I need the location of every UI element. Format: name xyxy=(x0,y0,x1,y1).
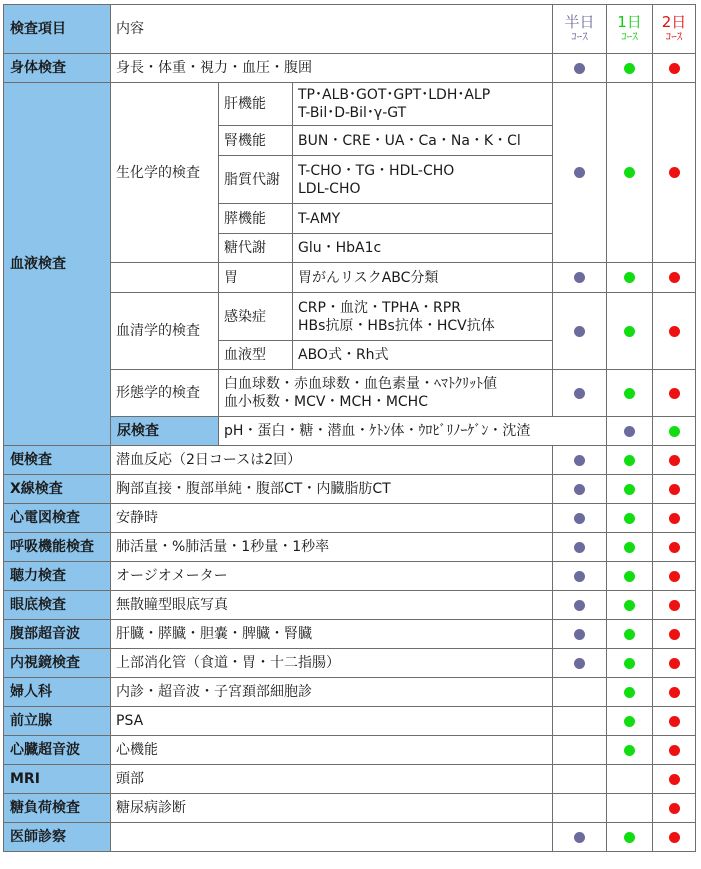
row-content: オージオメーター xyxy=(111,562,553,591)
one-day-dot xyxy=(624,272,635,283)
one-day-dot xyxy=(624,600,635,611)
two-day-dot xyxy=(669,484,680,495)
sub-category: 形態学的検査 xyxy=(111,370,219,417)
one-day-cell xyxy=(607,83,653,263)
half-day-cell xyxy=(553,562,607,591)
table-row xyxy=(4,707,696,736)
test-name: 脂質代謝 xyxy=(219,156,293,204)
half-day-cell xyxy=(553,504,607,533)
header-content: 内容 xyxy=(111,5,553,54)
half-day-dot xyxy=(574,629,585,640)
two-day-dot xyxy=(669,513,680,524)
half-day-dot xyxy=(574,571,585,582)
one-day-cell xyxy=(607,823,653,852)
table-row xyxy=(4,736,696,765)
two-day-dot xyxy=(669,600,680,611)
one-day-dot xyxy=(624,513,635,524)
row-content: 無散瞳型眼底写真 xyxy=(111,591,553,620)
half-day-cell xyxy=(553,649,607,678)
content-line: T-Bil･D-Bil･γ-GT xyxy=(298,105,407,121)
test-name: 血液型 xyxy=(219,341,293,370)
table-row xyxy=(4,765,696,794)
row-category: 医師診察 xyxy=(4,823,111,852)
row-category: 眼底検査 xyxy=(4,591,111,620)
two-day-dot xyxy=(669,542,680,553)
half-day-dot xyxy=(574,455,585,466)
test-name: 肝機能 xyxy=(219,83,293,126)
one-day-cell xyxy=(607,649,653,678)
one-day-cell xyxy=(607,765,653,794)
row-content xyxy=(293,83,553,126)
one-day-cell xyxy=(607,475,653,504)
two-day-dot xyxy=(669,326,680,337)
row-content: BUN・CRE・UA・Ca・Na・K・Cl xyxy=(293,126,553,156)
half-day-cell xyxy=(553,707,607,736)
row-category: 心臓超音波 xyxy=(4,736,111,765)
one-day-cell xyxy=(607,678,653,707)
table-row xyxy=(4,475,696,504)
header-two-day xyxy=(653,5,696,54)
two-day-cell xyxy=(653,620,696,649)
content-line: 白血球数・赤血球数・血色素量・ﾍﾏﾄｸﾘｯﾄ値 xyxy=(224,376,497,392)
two-day-dot xyxy=(669,167,680,178)
table-row xyxy=(4,54,696,83)
content-line: LDL-CHO xyxy=(298,180,361,197)
one-day-cell xyxy=(607,533,653,562)
row-content: 心機能 xyxy=(111,736,553,765)
two-day-cell xyxy=(653,765,696,794)
one-day-cell xyxy=(607,562,653,591)
half-day-label: 半日 xyxy=(564,13,595,31)
two-day-cell xyxy=(653,707,696,736)
half-day-dot xyxy=(574,484,585,495)
one-day-cell xyxy=(607,54,653,83)
one-day-dot xyxy=(624,571,635,582)
one-day-dot xyxy=(624,63,635,74)
row-category: 尿検査 xyxy=(111,417,219,446)
row-content: 胸部直接・腹部単純・腹部CT・内臓脂肪CT xyxy=(111,475,553,504)
half-day-dot xyxy=(574,326,585,337)
row-content: 潜血反応（2日コースは2回） xyxy=(111,446,553,475)
table-row xyxy=(4,533,696,562)
two-day-cell xyxy=(653,736,696,765)
half-day-dot xyxy=(574,658,585,669)
two-day-cell xyxy=(653,562,696,591)
two-day-cell xyxy=(653,54,696,83)
one-day-dot xyxy=(624,167,635,178)
one-day-dot xyxy=(624,388,635,399)
two-day-dot xyxy=(669,716,680,727)
table-row xyxy=(4,504,696,533)
row-content: 胃がんリスクABC分類 xyxy=(293,263,553,293)
row-category: 心電図検査 xyxy=(4,504,111,533)
row-content xyxy=(219,370,553,417)
row-category: 血液検査 xyxy=(4,83,111,446)
table-row xyxy=(4,649,696,678)
row-content: PSA xyxy=(111,707,553,736)
row-content: pH・蛋白・糖・潜血・ｹﾄﾝ体・ｳﾛﾋﾞﾘﾉｰｹﾞﾝ・沈渣 xyxy=(219,417,607,446)
two-day-cell xyxy=(653,591,696,620)
half-day-cell xyxy=(553,823,607,852)
row-category: 糖負荷検査 xyxy=(4,794,111,823)
half-day-cell xyxy=(553,736,607,765)
half-day-dot xyxy=(624,426,635,437)
row-category: 内視鏡検査 xyxy=(4,649,111,678)
one-day-cell xyxy=(607,504,653,533)
row-content: 頭部 xyxy=(111,765,553,794)
one-day-cell xyxy=(607,707,653,736)
row-content: 肝臓・膵臓・胆嚢・脾臓・腎臓 xyxy=(111,620,553,649)
half-day-cell xyxy=(553,620,607,649)
row-category: X線検査 xyxy=(4,475,111,504)
sub-category: 血清学的検査 xyxy=(111,293,219,370)
one-day-dot xyxy=(624,658,635,669)
table-row xyxy=(4,591,696,620)
test-name: 糖代謝 xyxy=(219,234,293,263)
half-day-dot xyxy=(574,513,585,524)
table-row xyxy=(4,620,696,649)
half-day-dot xyxy=(574,63,585,74)
one-day-cell xyxy=(607,736,653,765)
row-category: 聴力検査 xyxy=(4,562,111,591)
two-day-cell xyxy=(653,533,696,562)
two-day-dot xyxy=(669,687,680,698)
half-day-cell xyxy=(553,794,607,823)
row-category: 便検査 xyxy=(4,446,111,475)
row-category: 前立腺 xyxy=(4,707,111,736)
table-row xyxy=(4,794,696,823)
row-category: 呼吸機能検査 xyxy=(4,533,111,562)
half-day-cell xyxy=(553,446,607,475)
row-content: 身長・体重・視力・血圧・腹囲 xyxy=(111,54,553,83)
two-day-label: 2日 xyxy=(661,13,687,31)
row-content: ABO式・Rh式 xyxy=(293,341,553,370)
two-day-dot xyxy=(669,629,680,640)
two-day-cell xyxy=(653,649,696,678)
one-day-dot xyxy=(624,326,635,337)
row-category: 身体検査 xyxy=(4,54,111,83)
half-day-dot xyxy=(574,388,585,399)
two-day-cell xyxy=(653,504,696,533)
one-day-cell xyxy=(607,293,653,370)
half-day-cell xyxy=(553,370,607,417)
half-day-dot xyxy=(574,600,585,611)
two-day-dot xyxy=(669,745,680,756)
test-name: 感染症 xyxy=(219,293,293,341)
two-day-dot xyxy=(669,658,680,669)
one-day-dot xyxy=(624,832,635,843)
test-name: 腎機能 xyxy=(219,126,293,156)
half-day-dot xyxy=(574,167,585,178)
two-day-cell xyxy=(653,446,696,475)
table-row xyxy=(4,678,696,707)
table-row xyxy=(4,562,696,591)
content-line: HBs抗原・HBs抗体・HCV抗体 xyxy=(298,317,495,334)
header-one-day xyxy=(607,5,653,54)
two-day-dot xyxy=(669,832,680,843)
one-day-dot xyxy=(624,484,635,495)
test-name: 膵機能 xyxy=(219,204,293,234)
half-day-dot xyxy=(574,272,585,283)
one-day-dot xyxy=(624,716,635,727)
table-row xyxy=(4,83,696,126)
one-day-dot xyxy=(624,745,635,756)
one-day-cell xyxy=(653,417,696,446)
row-content xyxy=(111,823,553,852)
row-content xyxy=(293,293,553,341)
half-day-cell xyxy=(553,263,607,293)
two-day-dot xyxy=(669,774,680,785)
one-day-cell xyxy=(607,620,653,649)
two-day-cell xyxy=(653,475,696,504)
one-day-cell xyxy=(607,591,653,620)
content-line: T-CHO・TG・HDL-CHO xyxy=(298,162,455,179)
two-day-dot xyxy=(669,803,680,814)
half-day-cell xyxy=(553,765,607,794)
one-day-cell xyxy=(607,446,653,475)
one-day-cell xyxy=(607,370,653,417)
one-day-cell xyxy=(607,263,653,293)
row-content: Glu・HbA1c xyxy=(293,234,553,263)
half-day-cell xyxy=(553,475,607,504)
one-day-dot xyxy=(624,629,635,640)
half-day-dot xyxy=(574,832,585,843)
half-day-cell xyxy=(553,54,607,83)
two-day-cell xyxy=(653,794,696,823)
sub-category: 生化学的検査 xyxy=(111,83,219,263)
two-day-cell xyxy=(653,83,696,263)
row-content: 安静時 xyxy=(111,504,553,533)
table-row xyxy=(4,823,696,852)
half-day-sub: ｺｰｽ xyxy=(571,30,588,43)
sub-category xyxy=(111,263,219,293)
two-day-dot xyxy=(669,455,680,466)
row-content: 内診・超音波・子宮頚部細胞診 xyxy=(111,678,553,707)
header-half-day xyxy=(553,5,607,54)
half-day-dot xyxy=(574,542,585,553)
one-day-cell xyxy=(607,794,653,823)
one-day-dot xyxy=(669,426,680,437)
half-day-cell xyxy=(553,591,607,620)
content-line: CRP・血沈・TPHA・RPR xyxy=(298,299,461,316)
content-line: TP･ALB･GOT･GPT･LDH･ALP xyxy=(298,87,491,103)
row-content xyxy=(293,156,553,204)
row-category: 腹部超音波 xyxy=(4,620,111,649)
two-day-sub: ｺｰｽ xyxy=(665,30,683,43)
two-day-dot xyxy=(669,388,680,399)
exam-course-table xyxy=(3,4,696,852)
two-day-cell xyxy=(653,370,696,417)
two-day-cell xyxy=(653,678,696,707)
row-category: 婦人科 xyxy=(4,678,111,707)
row-category: MRI xyxy=(4,765,111,794)
two-day-dot xyxy=(669,63,680,74)
half-day-cell xyxy=(553,293,607,370)
one-day-dot xyxy=(624,455,635,466)
one-day-dot xyxy=(624,542,635,553)
half-day-cell xyxy=(553,678,607,707)
one-day-sub: ｺｰｽ xyxy=(621,30,638,43)
row-content: T-AMY xyxy=(293,204,553,234)
two-day-dot xyxy=(669,272,680,283)
test-name: 胃 xyxy=(219,263,293,293)
half-day-cell xyxy=(553,533,607,562)
row-content: 上部消化管（食道・胃・十二指腸） xyxy=(111,649,553,678)
half-day-cell xyxy=(607,417,653,446)
two-day-dot xyxy=(669,571,680,582)
one-day-dot xyxy=(624,687,635,698)
two-day-cell xyxy=(653,293,696,370)
header-row xyxy=(4,5,696,54)
one-day-label: 1日 xyxy=(617,13,642,31)
header-item: 検査項目 xyxy=(4,5,111,54)
two-day-cell xyxy=(653,823,696,852)
two-day-cell xyxy=(653,263,696,293)
row-content: 肺活量・%肺活量・1秒量・1秒率 xyxy=(111,533,553,562)
row-content: 糖尿病診断 xyxy=(111,794,553,823)
table-row xyxy=(4,446,696,475)
half-day-cell xyxy=(553,83,607,263)
content-line: 血小板数・MCV・MCH・MCHC xyxy=(224,394,428,410)
